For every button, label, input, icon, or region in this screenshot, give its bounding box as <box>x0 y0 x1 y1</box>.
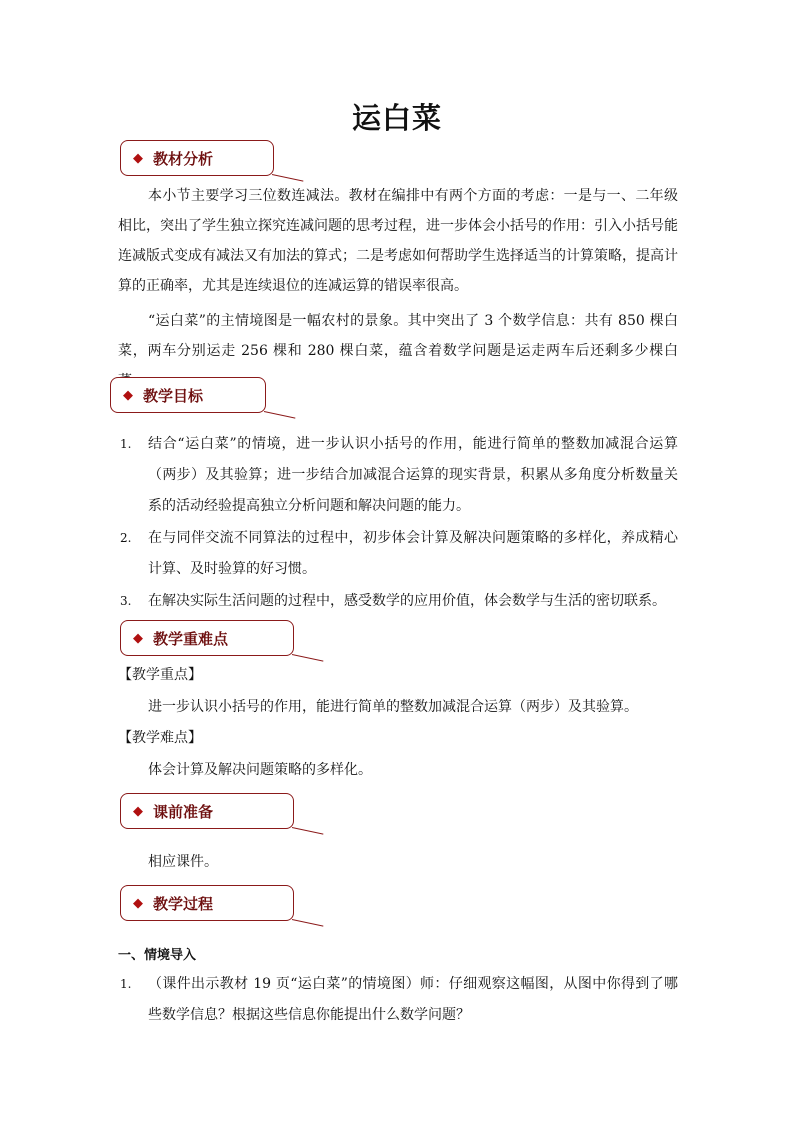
diamond-bullet-icon: ◆ <box>133 895 143 911</box>
section-title: 课前准备 <box>153 802 214 821</box>
section-tail-line <box>292 654 324 662</box>
section-header-analysis <box>120 140 274 176</box>
section-header-goals <box>110 377 266 413</box>
difficulty-label: 【教学难点】 <box>118 730 202 746</box>
page-title: 运白菜 <box>351 101 442 135</box>
diamond-bullet-icon: ◆ <box>123 387 133 403</box>
goal-item <box>118 429 678 522</box>
list-text: （课件出示教材 19 页“运白菜”的情境图）师：仔细观察这幅图，从图中你得到了哪些数学信息？根据这些信息你能提出什么数学问题？ <box>148 976 678 1023</box>
analysis-paragraph-2: “运白菜”的主情境图是一幅农村的景象。其中突出了 3 个数学信息：共有 850 棵白菜，两车分别运走 256 棵和 280 棵白菜，蕴含着数学问题是运走两车后还剩多少棵白 <box>118 313 678 359</box>
section-header-key-points <box>120 620 294 656</box>
list-number: 1. <box>120 437 132 451</box>
prep-text: 相应课件。 <box>148 854 218 870</box>
analysis-paragraph-1: 本小节主要学习三位数连减法。教材在编排中有两个方面的考虑：一是与一、二年级相比，突出了学生独立探究连减问题的思考过程，进一步体会小括号的作用：引入小括号能连减版式变成有减法又有加法的算式；二是考虑如何帮助学生选择适当的计算策略，提高计算的正确率，尤其是连续退位的连减运算的错误率很高。 <box>118 188 678 294</box>
section-tail-line <box>292 919 324 927</box>
section-title: 教材分析 <box>153 149 214 168</box>
difficulty-text: 体会计算及解决问题策略的多样化。 <box>148 762 372 778</box>
list-number: 2. <box>120 531 132 545</box>
diamond-bullet-icon: ◆ <box>133 150 143 166</box>
section-tail-line <box>264 411 296 419</box>
section-header-process <box>120 885 294 921</box>
process-subheading: 一、情境导入 <box>118 948 197 963</box>
list-number: 3. <box>120 594 132 608</box>
diamond-bullet-icon: ◆ <box>133 630 143 646</box>
focus-text: 进一步认识小括号的作用，能进行简单的整数加减混合运算（两步）及其验算。 <box>148 699 638 715</box>
list-text: 结合“运白菜”的情境，进一步认识小括号的作用，能进行简单的整数加减混合运算（两步）及其验算；进一步结合加减混合运算的现实背景，积累从多角度分析数量关系的活动经验提高独立分析问题和解决问题的能力。 <box>148 436 678 514</box>
section-title: 教学目标 <box>143 386 204 405</box>
section-tail-line <box>292 827 324 835</box>
list-text: 在与同伴交流不同算法的过程中，初步体会计算及解决问题策略的多样化，养成精心计算、及时验算的好习惯。 <box>148 530 678 577</box>
section-title: 教学重难点 <box>153 629 229 648</box>
process-item <box>118 969 678 1031</box>
diamond-bullet-icon: ◆ <box>133 803 143 819</box>
focus-label: 【教学重点】 <box>118 667 202 683</box>
goal-item <box>118 586 678 617</box>
list-text: 在解决实际生活问题的过程中，感受数学的应用价值，体会数学与生活的密切联系。 <box>148 593 666 609</box>
section-title: 教学过程 <box>153 894 214 913</box>
goal-item <box>118 523 678 585</box>
section-header-prep <box>120 793 294 829</box>
list-number: 1. <box>120 977 132 991</box>
